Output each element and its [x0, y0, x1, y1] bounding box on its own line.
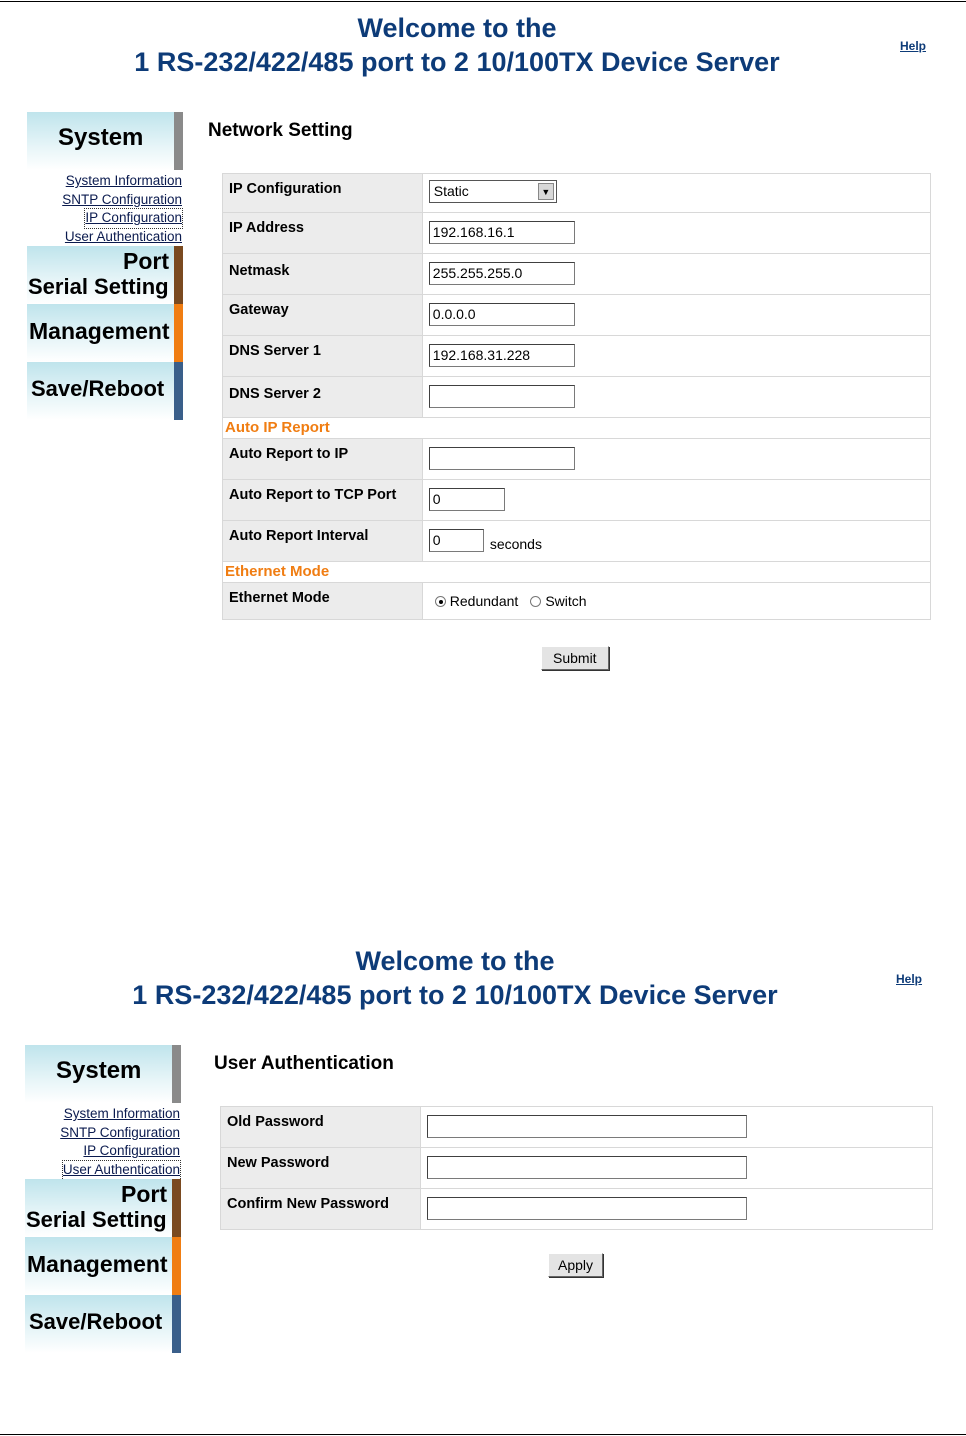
new-password-input[interactable]	[427, 1156, 747, 1179]
menu-port-bar-2	[172, 1179, 181, 1237]
page-title-2: User Authentication	[214, 1053, 394, 1074]
ip-configuration-value: Static	[433, 183, 469, 199]
menu-save-reboot-label: Save/Reboot	[31, 375, 165, 401]
link-system-information-2[interactable]: System Information	[63, 1106, 180, 1121]
netmask-label: Netmask	[223, 254, 423, 295]
dns-server-2-input[interactable]	[429, 385, 575, 408]
menu-save-bar-2	[172, 1295, 181, 1353]
link-system-information[interactable]: System Information	[65, 173, 182, 188]
top-rule	[0, 1, 966, 2]
welcome-line1-2: Welcome to the	[355, 946, 555, 976]
ip-address-label: IP Address	[223, 213, 423, 254]
auto-ip-report-heading: Auto IP Report	[223, 418, 931, 439]
new-password-label: New Password	[221, 1148, 421, 1189]
user-authentication-table	[220, 1106, 933, 1230]
gateway-input[interactable]: 0.0.0.0	[429, 303, 575, 326]
link-sntp-configuration-2[interactable]: SNTP Configuration	[60, 1124, 180, 1140]
welcome-line2-2: 1 RS-232/422/485 port to 2 10/100TX Device Server	[132, 980, 778, 1010]
network-setting-table	[222, 173, 931, 620]
link-ip-configuration-2[interactable]: IP Configuration	[83, 1143, 180, 1159]
menu-system-2[interactable]	[25, 1045, 181, 1103]
auto-report-tcp-port-input[interactable]: 0	[429, 488, 505, 511]
menu-save-reboot-2[interactable]	[25, 1295, 181, 1353]
radio-switch-label: Switch	[545, 593, 587, 609]
menu-management-label-2: Management	[27, 1250, 168, 1277]
menu-system-bar	[174, 112, 183, 170]
ip-address-input[interactable]: 192.168.16.1	[429, 221, 575, 244]
apply-button[interactable]: Apply	[548, 1253, 603, 1277]
auto-report-interval-label: Auto Report Interval	[223, 521, 423, 562]
dns-server-2-label: DNS Server 2	[223, 377, 423, 418]
radio-redundant[interactable]	[435, 593, 519, 609]
menu-save-bar	[174, 362, 183, 420]
menu-serial-setting-label: Serial Setting	[28, 273, 169, 299]
menu-management[interactable]	[27, 304, 183, 362]
auto-report-tcp-port-label: Auto Report to TCP Port	[223, 480, 423, 521]
bottom-rule	[0, 1434, 966, 1435]
link-sntp-configuration[interactable]: SNTP Configuration	[62, 191, 182, 207]
help-link-2[interactable]: Help	[896, 972, 923, 986]
menu-system-bar-2	[172, 1045, 181, 1103]
sidebar-menu	[27, 112, 183, 420]
menu-save-reboot-label-2: Save/Reboot	[29, 1308, 163, 1334]
menu-serial-setting-label-2: Serial Setting	[26, 1206, 167, 1232]
help-link[interactable]: Help	[900, 39, 927, 53]
menu-management-2[interactable]	[25, 1237, 181, 1295]
netmask-input[interactable]: 255.255.255.0	[429, 262, 575, 285]
radio-switch[interactable]	[530, 593, 586, 609]
submit-button[interactable]: Submit	[541, 646, 609, 670]
menu-management-label: Management	[29, 317, 170, 344]
radio-redundant-label: Redundant	[449, 593, 519, 609]
menu-system-label: System	[58, 124, 144, 151]
menu-port-serial-setting-2[interactable]	[25, 1179, 181, 1237]
system-sublinks-2	[25, 1105, 181, 1180]
confirm-password-input[interactable]	[427, 1197, 747, 1220]
confirm-password-label: Confirm New Password	[221, 1189, 421, 1230]
interval-unit: seconds	[489, 536, 542, 552]
menu-port-label: Port	[123, 247, 169, 274]
dns-server-1-input[interactable]: 192.168.31.228	[429, 344, 575, 367]
welcome-line1: Welcome to the	[357, 13, 557, 43]
menu-port-bar	[174, 246, 183, 304]
menu-port-serial-setting[interactable]	[27, 246, 183, 304]
auto-report-ip-label: Auto Report to IP	[223, 439, 423, 480]
ethernet-mode-label: Ethernet Mode	[223, 583, 423, 620]
radio-unchecked-icon	[530, 596, 541, 607]
link-ip-configuration[interactable]: IP Configuration	[85, 209, 182, 228]
menu-save-reboot[interactable]	[27, 362, 183, 420]
ethernet-mode-heading: Ethernet Mode	[223, 562, 931, 583]
radio-checked-icon	[435, 596, 446, 607]
link-user-authentication-2[interactable]: User Authentication	[63, 1161, 180, 1180]
menu-system-label-2: System	[56, 1057, 142, 1084]
link-user-authentication[interactable]: User Authentication	[64, 229, 182, 245]
ip-configuration-select[interactable]	[429, 180, 557, 203]
sidebar-menu-2	[25, 1045, 181, 1353]
menu-management-bar-2	[172, 1237, 181, 1295]
gateway-label: Gateway	[223, 295, 423, 336]
menu-system[interactable]	[27, 112, 183, 170]
welcome-line2: 1 RS-232/422/485 port to 2 10/100TX Device Server	[134, 47, 780, 77]
ip-configuration-label: IP Configuration	[223, 174, 423, 213]
auto-report-ip-input[interactable]	[429, 447, 575, 470]
old-password-label: Old Password	[221, 1107, 421, 1148]
chevron-down-icon: ▼	[538, 183, 554, 200]
auto-report-interval-input[interactable]: 0	[429, 529, 484, 552]
menu-port-label-2: Port	[121, 1180, 167, 1207]
page-title: Network Setting	[208, 120, 353, 141]
old-password-input[interactable]	[427, 1115, 747, 1138]
dns-server-1-label: DNS Server 1	[223, 336, 423, 377]
system-sublinks	[27, 172, 183, 247]
menu-management-bar	[174, 304, 183, 362]
